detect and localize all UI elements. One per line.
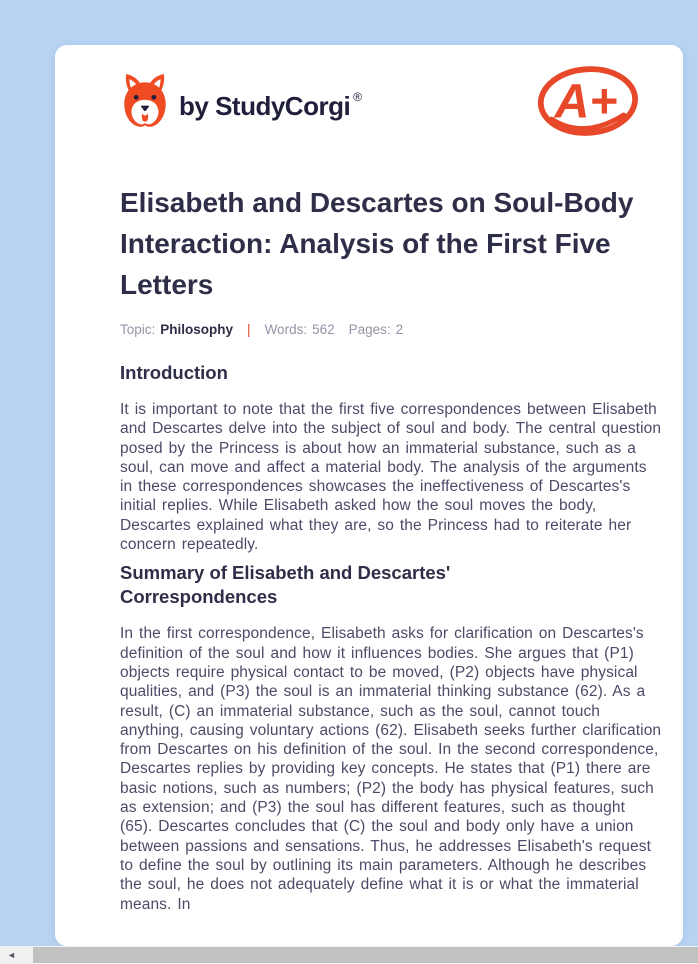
- article-meta: [120, 321, 663, 339]
- topic-label: Topic:: [120, 322, 156, 337]
- topic-value-link[interactable]: Philosophy: [160, 322, 234, 337]
- meta-separator: |: [247, 322, 251, 337]
- page-title: Elisabeth and Descartes on Soul-Body Interaction: Analysis of the First Five Letters: [120, 187, 634, 300]
- words-label: Words:: [264, 322, 308, 337]
- document-card: [55, 45, 683, 946]
- section-body-introduction: It is important to note that the first five correspondences between Elisabeth and Descartes delve into the subject of soul and body. The central question posed by the Princess is about how an immaterial substance, such as a soul, can move and affect a material body. The analysis of the arguments in these correspondences showcases the ineffectiveness of Descartes's initial replies. While Elisabeth asked how the soul moves the body, Descartes explained what they are, so the Princess had to reiterate her concern repeatedly.: [120, 401, 662, 554]
- svg-text:A+: A+: [554, 74, 618, 129]
- a-plus-grade-badge-icon: [535, 62, 641, 142]
- section-body-summary: In the first correspondence, Elisabeth asks for clarification on Descartes's definition of the soul and how it influences bodies. She argues that (P1) objects require physical contact to be moved, (P2) objects have physical qualities, and (P3) the soul is an immaterial thinking substance (62). As a result, (C) an immaterial substance, such as the soul, cannot touch anything, causing voluntary actions (62). Elisabeth seeks further clarification from Descartes on his definition of the soul. In the second correspondence, Descartes replies by providing key concepts. He states that (P1) there are basic notions, such as numbers; (P2) the body has physical features, such as extension; and (P3) the soul has different features, such as thought (65). Descartes concludes that (C) the soul and body only have a union between passions and sensations. Thus, he addresses Elisabeth's request to define the soul by outlining its main parameters. Although he describes the soul, he does not adequately define what it is or what the immaterial means. In: [120, 625, 662, 913]
- scrollbar-thumb[interactable]: [33, 947, 698, 963]
- brand-text: by StudyCorgi ®: [179, 90, 362, 121]
- registered-mark: ®: [353, 90, 362, 104]
- scroll-left-button[interactable]: [0, 946, 30, 964]
- scroll-left-arrow-icon: ◄: [7, 950, 16, 960]
- pages-value: 2: [395, 322, 404, 337]
- studycorgi-brand-logo[interactable]: [120, 73, 362, 131]
- corgi-face-icon: [120, 73, 170, 131]
- card-header: [120, 62, 663, 142]
- pages-label: Pages:: [348, 322, 391, 337]
- section-heading-summary: Summary of Elisabeth and Descartes' Correspondences: [120, 562, 451, 608]
- horizontal-scrollbar[interactable]: [0, 946, 698, 964]
- section-heading-introduction: Introduction: [120, 362, 228, 383]
- words-value: 562: [312, 322, 335, 337]
